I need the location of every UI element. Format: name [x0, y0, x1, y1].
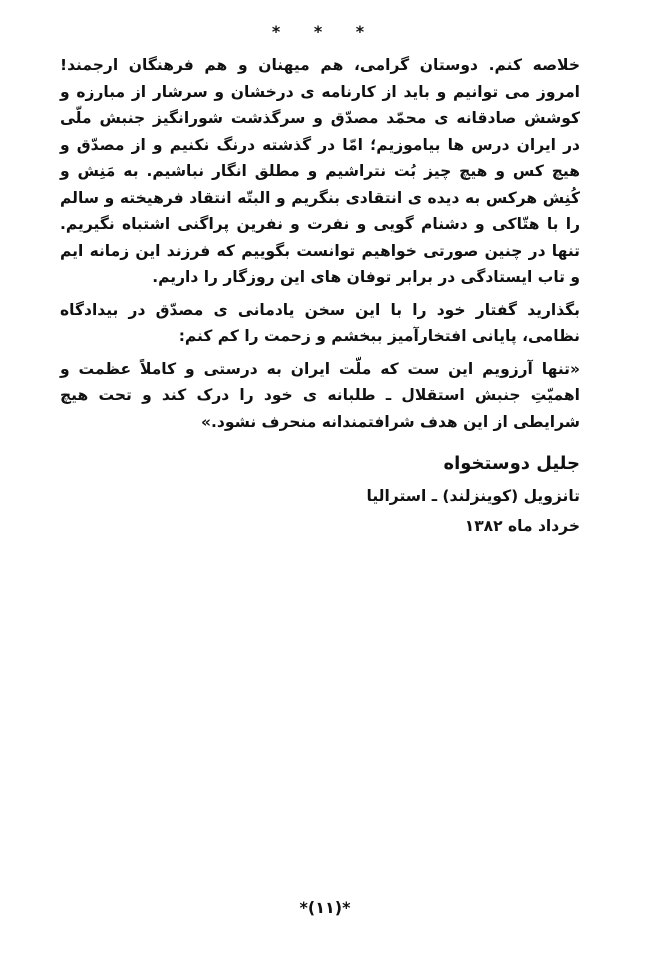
- paragraph-quote: «تنها آرزویم این ست که ملّت ایران به درستی و کاملاً عظمت و اهمیّتِ جنبش استقلال ـ طلبانه ی خود را درک کند و تحت هیچ شرایطی از این هدف شرافتمندانه منحرف نشود.»: [60, 359, 580, 431]
- section-ornament: * * *: [271, 22, 379, 41]
- article-body: [60, 52, 580, 541]
- page-number: *(۱۱)*: [299, 898, 351, 917]
- author-signature: جلیل دوستخواه: [443, 453, 580, 474]
- author-location: تانزویل (کوینزلند) ـ استرالیا: [366, 487, 580, 505]
- paragraph-closing-intro: بگذارید گفتار خود را با این سخن یادمانی ی مصدّق در بیدادگاه نظامی، پایانی افتخارآمیز ببخشم و زحمت را کم کنم:: [60, 300, 580, 345]
- document-date: خرداد ماه ۱۳۸۲: [464, 517, 580, 535]
- paragraph-conclusion: خلاصه کنم. دوستان گرامی، هم میهنان و هم فرهنگان ارجمند! امروز می توانیم و باید از کارنامه ی درخشان و سرشار از مبارزه و کوشش صادقانه ی محمّد مصدّق و سرگذشت شورانگیز جنبش ملّی در ایران درس ها بیاموزیم؛ امّا در گذشته درنگ نکنیم و از مصدّق و هیچ کس و هیچ چیز بُت نتراشیم و مطلق انگار نباشیم. به مَنِش و کُنِش هرکس به دیده ی انتقادی بنگریم و البتّه انتقاد فرهیخته و سالم را با هتّاکی و دشنام گویی و نفرت و نفرین پراگنی اشتباه نگیریم. تنها در چنین صورتی خواهیم توانست بگوییم که فرزند این زمانه ایم و تاب ایستادگی در برابر توفان های این روزگار را داریم.: [60, 56, 580, 286]
